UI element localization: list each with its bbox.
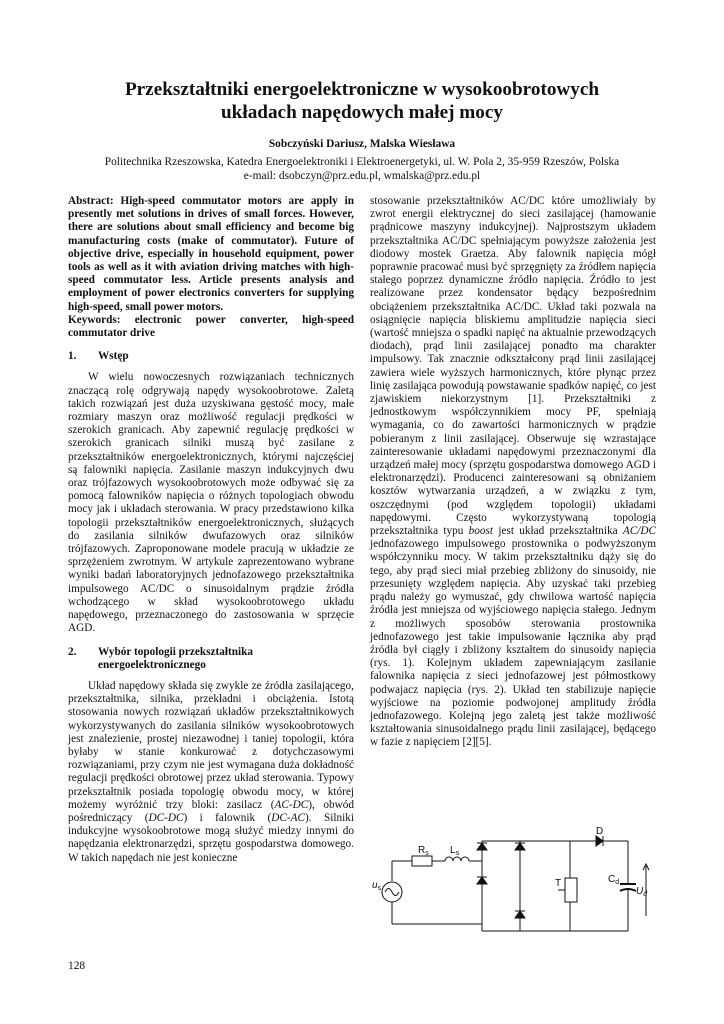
- transistor-t: [565, 878, 577, 902]
- section-1-paragraph: W wielu nowoczesnych rozwiązaniach technicznych znaczącą rolę odgrywają napędy wysokoobrotowe. Zaletą takich rozwiązań jest duża uzyskiwana gęstość mocy, małe rozmiary maszyn oraz możliwość regulacji prędkości w szerokich granicach. Aby zapewnić regulację prędkości w szerokich granicach silniki muszą być zasilane z przekształtników energoelektronicznych, którymi najczęściej są falowniki napięcia. Zasilanie maszyn indukcyjnych dwu oraz trójfazowych wysokoobrotowych może odbywać się za pomocą falowników napięcia o różnych topologiach obwodu mocy jak i układach sterowania. W pracy przedstawiono kilka topologii przekształtników energoelektronicznych, służących do zasilania silników dwufazowych oraz silników trójfazowych. Zaproponowane modele pracują w układzie ze sprzężeniem zwrotnym. W artykule zaprezentowano wybrane wyniki badań laboratoryjnych jednofazowego przekształtnika impulsowego AC/DC o sinusoidalnym prądzie źródła wchodzącego w skład wysokoobrotowego układu napędowego, przeznaczonego do zastosowania w sprzęcie AGD.: [68, 371, 354, 635]
- diode-3-icon: [515, 843, 525, 850]
- email: e-mail: dsobczyn@prz.edu.pl, wmalska@prz.edu.pl: [243, 170, 481, 182]
- left-column: [68, 195, 354, 865]
- section-1-title: Wstęp: [98, 350, 129, 363]
- label-us-sub: s: [377, 885, 382, 892]
- inductor-ls: [445, 857, 469, 861]
- label-d: D: [596, 826, 604, 837]
- label-ud-main: U: [636, 886, 644, 897]
- term-boost: boost: [468, 525, 494, 538]
- diode-1-icon: [477, 843, 487, 850]
- affiliation: Politechnika Rzeszowska, Katedra Energoelektroniki i Elektroenergetyki, ul. W. Pola 2, 35-959 Rzeszów, Polska: [104, 156, 620, 168]
- section-2-title: Wybór topologii przekształtnika energoelektronicznego: [98, 645, 254, 671]
- affiliation-block: [40, 155, 684, 183]
- label-cd: [608, 874, 619, 886]
- label-t: T: [555, 878, 562, 889]
- label-cd-main: C: [608, 874, 616, 885]
- label-ls: [450, 845, 460, 857]
- title-line-1: Przekształtniki energoelektroniczne w wysokoobrotowych: [124, 79, 600, 100]
- label-us-main: u: [372, 880, 378, 891]
- paper-title: [40, 78, 684, 124]
- section-2-paragraph: [68, 680, 354, 865]
- sine-icon: [385, 889, 399, 896]
- abstract: Abstract: High-speed commutator motors are apply in presently met solutions in drives of small forces. However, there are solutions about small efficiency and become big manufacturing costs (make of commutator). Future of objective drive, especially in household equipment, power tools as well as it with aviation driving matches with high-speed commutator less. Article presents analysis and employment of power electronics converters for supplying high-speed, small power motors.: [68, 195, 354, 313]
- diode-2-icon: [477, 877, 487, 884]
- term-acdc: AC/DC: [622, 525, 656, 538]
- section-2-heading: [68, 646, 354, 672]
- label-ls-sub: s: [455, 850, 460, 857]
- right-column-paragraph: [370, 195, 656, 750]
- term-ac-dc: AC-DC: [274, 798, 309, 811]
- keywords: Keywords: electronic power converter, high-speed commutator drive: [68, 313, 354, 340]
- label-rs: [418, 845, 429, 857]
- right-text-c: jednofazowego impulsowego prostownika o podwyższonym współczynniku mocy. W takim przekształtniku dąży się do tego, aby prąd sieci miał przebieg zbliżony do sinusoidy, nie przesunięty względem napięcia. Aby uzyskać taki przebieg prądu należy go wymuszać, gdy chwilowa wartość napięcia źródła jest mniejsza od wyjściowego napięcia stałego. Jednym z możliwych sposobów sterowania prostownika jednofazowego jest takie impulsowanie łącznika aby prąd źródła był ciągły i zbliżony kształtem do sinusoidy napięcia (rys. 1). Kolejnym układem zapewniającym zasilanie falownika napięcia z sieci jednofazowej jest półmostkowy podwajacz napięcia (rys. 2). Układ ten stabilizuje napięcie wyjściowe na poziomie podwojonej amplitudy źródła jednofazowego. Kolejną jego zaletą jest także możliwość kształtowania sinusoidalnego prądu linii zasilającej, będącego w fazie z napięciem [2][5].: [370, 538, 656, 749]
- title-line-2: układach napędowych małej mocy: [221, 102, 503, 123]
- diode-4-icon: [515, 911, 525, 918]
- term-dc-dc: DC-DC: [148, 811, 184, 824]
- section-2-number: 2.: [68, 645, 77, 658]
- section-1-heading: [68, 350, 354, 363]
- section-2-text-b: ), obwód pośredniczący (: [68, 798, 354, 824]
- label-cd-sub: d: [615, 879, 620, 886]
- section-2-text-c: ) i falownik (: [183, 811, 272, 824]
- right-text-a: stosowanie przekształtników AC/DC które umożliwiały by zwrot energii elektrycznej do sieci zasilającej (hamowanie prądnicowe maszyny indukcyjnej). Najprostszym układem przekształtnika AC/DC spełniającym powyższe założenia jest diodowy mostek Graetza. Aby falownik napięcia mógł poprawnie pracować musi być sprzęgnięty za źródłem napięcia stałego poprzez dynamiczne źródło napięcia. Źródło to jest realizowane przez kondensator będący bezpośrednim obciążeniem przekształtnika AC/DC. Układ taki pozwala na osiągnięcie napięcia bliskiemu amplitudzie napięcia sieci (wartość mniejsza o spadki napięć na aktualnie przewodzących diodach), prąd linii zasilającej ponadto ma charakter impulsowy. Tak znacznie odkształcony prąd linii zasilającej zawiera wiele wyższych harmonicznych, które płynąc przez linię zasilająca powodują powstawanie spadków napięć, co jest zjawiskiem niekorzystnym [1]. Przekształtniki z jednostkowym współczynnikiem mocy PF, spełniają wymagania, co do zawartości harmonicznych w prądzie pobieranym z linii zasilającej. Obserwuje się wzrastające zainteresowanie układami napędowymi przeznaczonymi dla urządzeń małej mocy (sprzętu gospodarstwa domowego AGD i elektronarzędzi). Producenci zainteresowani są obniżaniem kosztów wytwarzania urządzeń, a w związku z tym, oszczędnymi (pod względem topologii) układami napędowymi. Często wykorzystywaną topologią przekształtnika typu: [370, 195, 656, 538]
- section-2-text-d: ). Silniki indukcyjne wysokoobrotowe mogą służyć miedzy innymi do napędzania elektronarzędzi, sprzętu gospodarstwa domowego. W takich napędach nie jest konieczne: [68, 811, 354, 864]
- boost-diode-icon: [596, 836, 603, 846]
- resistor-rs: [412, 856, 432, 866]
- label-us: [372, 880, 382, 892]
- section-1-number: 1.: [68, 350, 77, 363]
- term-dc-ac: DC-AC: [271, 811, 306, 824]
- right-column: [370, 195, 656, 750]
- page-number: 128: [68, 960, 86, 972]
- circuit-diagram: [370, 826, 660, 946]
- label-rs-main: R: [418, 845, 426, 856]
- label-ls-main: L: [450, 845, 456, 856]
- section-2-text-a: Układ napędowy składa się zwykle ze źródła zasilającego, przekształtnika, silnika, przekładni i obciążenia. Istotą stosowania nowych rozwiązań układów przekształtnikowych wykorzystywanych do zasilania silników wysokoobrotowych jest znalezienie, prostej niezawodnej i taniej topologii, która byłaby w stanie konkurować z dotychczasowymi rozwiązaniami, przy czym nie jest wymagana duża dokładność regulacji prędkości obrotowej przez układ sterowania. Typowy przekształtnik posiada topologię obwodu mocy, w której możemy wyróżnić trzy bloki: zasilacz (: [68, 679, 354, 811]
- right-text-b: jest układ przekształtnika: [493, 525, 623, 538]
- label-ud-sub: d: [643, 891, 648, 898]
- label-rs-sub: s: [425, 850, 429, 857]
- authors: Sobczyński Dariusz, Malska Wiesława: [268, 138, 456, 150]
